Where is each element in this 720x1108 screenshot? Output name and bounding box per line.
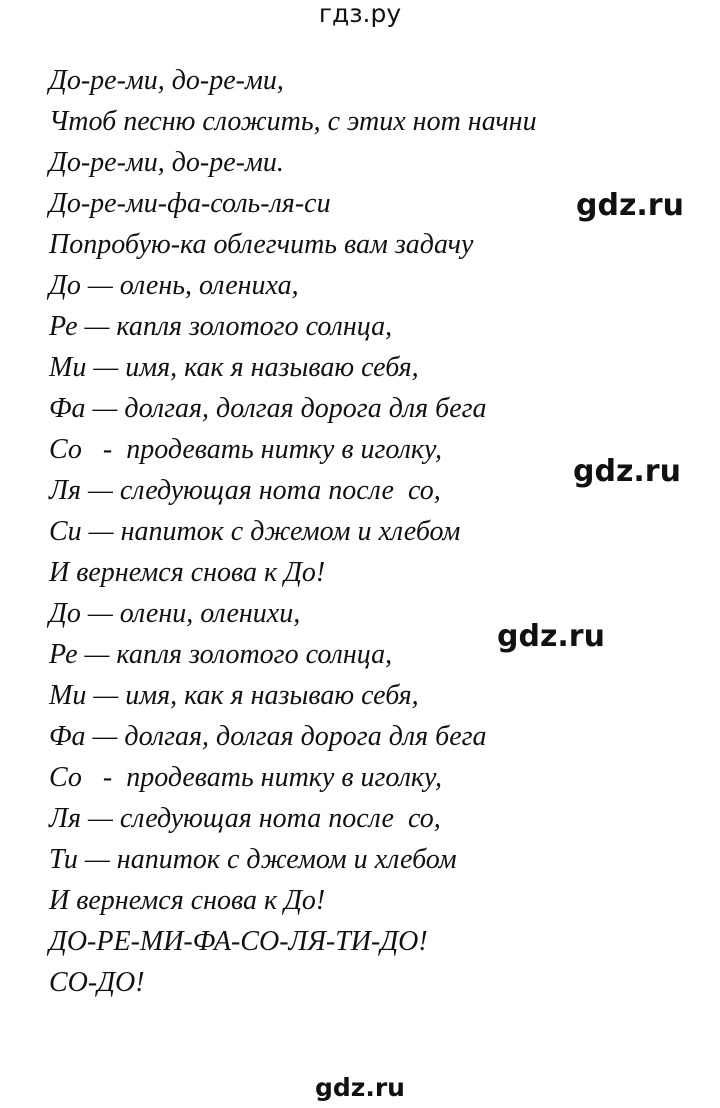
watermark: gdz.ru xyxy=(497,619,605,654)
watermark: gdz.ru xyxy=(576,188,684,223)
lyric-line: И вернемся снова к До! xyxy=(49,885,326,916)
lyric-line: Ля — следующая нота после со, xyxy=(49,803,441,834)
lyric-line: Попробую-ка облегчить вам задачу xyxy=(49,229,474,260)
lyric-line: Фа — долгая, долгая дорога для бега xyxy=(49,721,487,752)
lyric-line: Ре — капля золотого солнца, xyxy=(49,311,393,342)
lyric-line: Ре — капля золотого солнца, xyxy=(49,639,393,670)
lyric-line: Ти — напиток с джемом и хлебом xyxy=(49,844,457,875)
header-watermark: гдз.ру xyxy=(318,0,402,28)
lyric-line: До — олень, олениха, xyxy=(49,270,299,301)
lyric-line: Фа — долгая, долгая дорога для бега xyxy=(49,393,487,424)
footer-watermark: gdz.ru xyxy=(315,1073,405,1102)
lyrics-text xyxy=(49,60,537,1003)
lyric-line: Чтоб песню сложить, с этих нот начни xyxy=(49,106,537,137)
watermark: gdz.ru xyxy=(573,454,681,489)
lyric-line: Си — напиток с джемом и хлебом xyxy=(49,516,461,547)
lyric-line: До-ре-ми, до-ре-ми. xyxy=(49,147,284,178)
lyric-line: Со - продевать нитку в иголку, xyxy=(49,434,443,465)
lyric-line: До-ре-ми-фа-соль-ля-си xyxy=(49,188,331,219)
lyric-line: Со - продевать нитку в иголку, xyxy=(49,762,443,793)
lyric-line: До-ре-ми, до-ре-ми, xyxy=(49,65,284,96)
lyric-line: ДО-РЕ-МИ-ФА-СО-ЛЯ-ТИ-ДО! xyxy=(49,926,428,957)
lyric-line: Ми — имя, как я называю себя, xyxy=(49,352,419,383)
lyric-line: Ми — имя, как я называю себя, xyxy=(49,680,419,711)
lyric-line: И вернемся снова к До! xyxy=(49,557,326,588)
lyric-line: СО-ДО! xyxy=(49,967,145,998)
lyric-line: Ля — следующая нота после со, xyxy=(49,475,441,506)
lyric-line: До — олени, оленихи, xyxy=(49,598,301,629)
